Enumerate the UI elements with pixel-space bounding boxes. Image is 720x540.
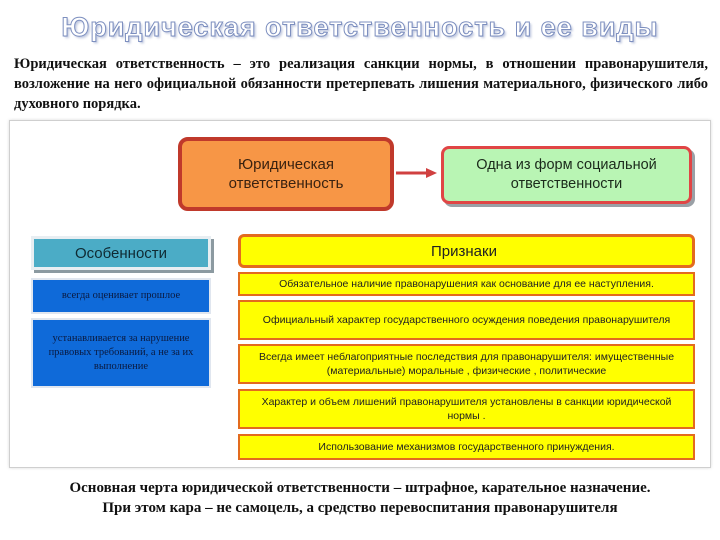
social-responsibility-box: [441, 146, 692, 204]
footer-text: [0, 478, 720, 518]
feature-item: [31, 318, 211, 388]
definition-text: Юридическая ответственность – это реализация санкции нормы, в отношении правонарушителя, возложение на него официальной обязанности претерпевать лишения материального, физического либо духовного порядка.: [14, 56, 708, 112]
sign-item-label: Официальный характер государственного осуждения поведения правонарушителя: [262, 314, 671, 326]
feature-item-label: всегда оценивает прошлое: [61, 290, 181, 301]
signs-header-label: Признаки: [431, 242, 497, 260]
sign-item-label: Всегда имеет неблагоприятные последствия для правонарушителя: имущественные (материальные) моральные , физические , политические: [258, 351, 675, 377]
sign-item-label: Использование механизмов государственного принуждения.: [318, 441, 615, 453]
feature-item: [31, 278, 211, 314]
main-concept-box: [178, 137, 394, 211]
footer-line: Основная черта юридической ответственности – штрафное, карательное назначение.: [69, 480, 651, 496]
footer-line: При этом кара – не самоцель, а средство перевоспитания правонарушителя: [102, 500, 618, 516]
page-title: Юридическая ответственность и ее виды: [61, 12, 659, 42]
main-concept-label: Юридическая ответственность: [228, 156, 344, 192]
feature-item-label: устанавливается за нарушение правовых требований, а не за их выполнение: [48, 333, 194, 372]
sign-item-label: Обязательное наличие правонарушения как основание для ее наступления.: [279, 278, 654, 290]
sign-item: [238, 389, 695, 429]
sign-item: [238, 344, 695, 384]
signs-header: [238, 234, 695, 268]
features-header-label: Особенности: [74, 244, 168, 262]
social-responsibility-label: Одна из форм социальной ответственности: [476, 157, 657, 192]
features-header: [31, 236, 211, 270]
sign-item: [238, 434, 695, 460]
sign-item-label: Характер и объем лишений правонарушителя установлены в санкции юридической нормы .: [261, 396, 672, 422]
sign-item: [238, 272, 695, 296]
sign-item: [238, 300, 695, 340]
arrow-icon: [394, 167, 438, 179]
